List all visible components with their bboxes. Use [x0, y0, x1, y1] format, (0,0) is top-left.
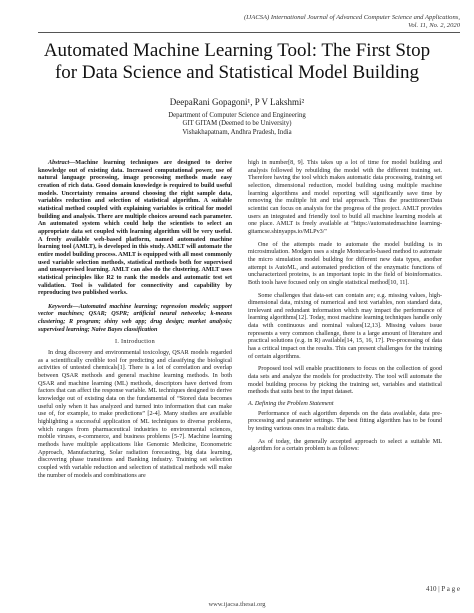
header-divider — [38, 32, 460, 33]
affiliation-location: Vishakhapatnam, Andhra Pradesh, India — [182, 128, 292, 136]
affiliation-university: GIT GITAM (Deemed to be University) — [182, 120, 292, 128]
journal-url: www.ijacsa.thesai.org — [208, 601, 266, 608]
journal-header — [160, 14, 460, 30]
section-heading-introduction: I. Introduction — [115, 339, 155, 346]
page-number: 410 | P a g e — [426, 585, 460, 593]
left-column — [38, 160, 232, 480]
body-paragraph-5: Performance of each algorithm depends on the data available, data pre-processing and parameter settings. The best fitting algorithm has to be found by testing various ones in a realistic data. — [248, 410, 442, 432]
paper-title — [20, 40, 454, 84]
author-names: DeepaRani Gopagoni¹, P V Lakshmi² — [169, 97, 305, 107]
body-paragraph-1: high in number[8, 9]. This takes up a lot of time for model building and analysis followed by rebuilding the model with the different training set. Therefore having the tool which makes automatic data processing, training set selection, dimensional reduction, model building using multiple machine learning algorithms and model reporting will significantly save time by removing the multiple hit and trial approach. Thus the practitioner/Data scientist can focus on analysis for the progress of the project. AMLT provides users an integrated and friendly tool to build all machine learning models at one place. AMLT is freely available at "https://automatedmachine learning-gitamcse.shinyapps.io/MLPv3/" — [248, 160, 442, 235]
abstract-lead: Abstract — [48, 160, 70, 166]
body-paragraph-6: As of today, the generally accepted approach to select a suitable ML algorithm for a certain problem is as follows: — [248, 438, 442, 453]
body-paragraph-2: One of the attempts made to automate the model building is in microsimulation. Modgen uses a single Montecarlo-based method to automate the micro simulation model building for different new data types, another attempt is AutoML, and automated prediction of the enzymatic functions of uncharacterized proteins, is an important topic in the field of bioinformatics. Both tools have focused only on single statistical method[10, 11]. — [248, 241, 442, 286]
right-column — [248, 160, 442, 454]
title-line-1: Automated Machine Learning Tool: The First Stop — [43, 40, 431, 61]
abstract — [38, 160, 232, 298]
body-paragraph-3: Some challenges that data-set can contain are; e.g. missing values, high-dimensional data, mixing of numerical and text variables, non standard data, irrelevant and redundant information which may impact the performance of learning algorithms[12]. Today, most machine learning techniques handle only data with continuous and nominal values[12,13]. Missing values issue represents a very common challenge, there is a large amount of literature and practical solutions (e.g. in R) available[14, 15, 16, 17]. Pre-processing of data has a critical impact on the results. This can present challenges for the training of certain algorithms. — [248, 292, 442, 360]
title-line-2: for Data Science and Statistical Model Building — [54, 62, 420, 83]
abstract-text: —Machine learning techniques are designed to derive knowledge out of existing data. Increased computational power, use of natural language processing, image processing methods made easy creation of rich data. Good domain knowledge is required to build useful models. Uncertainty remains around choosing the right sample data, variables reduction and selection of statistical algorithm. A suitable statistical method coupled with explaining variables is critical for model building and analysis. There are multiple choices around each parameter. An automated system which could help the scientists to select an appropriate data set coupled with learning algorithm will be very useful. A freely available web-based platform, named automated machine learning tool (AMLT), is developed in this study. AMLT will automate the entire model building process. AMLT is equipped with all most commonly used variable selection methods, statistical methods both for supervised and unsupervised learning. AMLT can also do the clustering. AMLT uses statistical principles like R2 to rank the models and automatic test set validation. Tool is validated for connectivity and capability by reproducing two published works. — [38, 160, 232, 297]
intro-paragraph: In drug discovery and environmental toxicology, QSAR models regarded as a scientifically credible tool for predicting and classifying the biological activities of untested chemicals[1]. There is a lot of correlation and overlap between QSAR methods and general machine learning methods. In both QSAR and machine learning (ML) methods, descriptors have derived from factors that can affect the response variable. ML techniques designed to derive knowledge out of existing data on the fundamental of “Stored data becomes useful only when it has analyzed and turned into information that can make use of, for example, to make predictions” [2-4]. Many studies are available highlighting a successful application of ML techniques to diverse problems, which ranges from pharmaceutical industries to environmental sciences, mobile viruses, e-commerce, and business problems [5-7]. Machine learning methods have multiple applications like Genomic Medicine, Econometric Approach, Manufacturing, Solar radiation forecasting, big data learning, discovering phase transitions and Banking industry. Training set selection coupled with variable reduction and selection of statistical methods will make the number of models and combinations are — [38, 350, 232, 479]
journal-name: (IJACSA) International Journal of Advanced Computer Science and Applications, — [243, 14, 460, 21]
body-paragraph-4: Proposed tool will enable practitioners to focus on the collection of good data sets and analyze the models for productivity. The tool will automate the model building process by picking the training set, variables and statistical methods that suits best to the input dataset. — [248, 366, 442, 396]
keywords: Keywords—Automated machine learning; regression models; support vector machines; QSAR; QSPR; artificial neural networks; k-means clustering; R program; shiny web app; drug design; market analysis; supervised learning; Naive Bayes classification — [38, 303, 232, 333]
affiliation — [0, 112, 474, 137]
subsection-heading-problem-statement: A. Defining the Problem Statement — [248, 401, 334, 408]
journal-volume: Vol. 11, No. 2, 2020 — [408, 22, 460, 29]
affiliation-department: Department of Computer Science and Engineering — [168, 112, 306, 119]
